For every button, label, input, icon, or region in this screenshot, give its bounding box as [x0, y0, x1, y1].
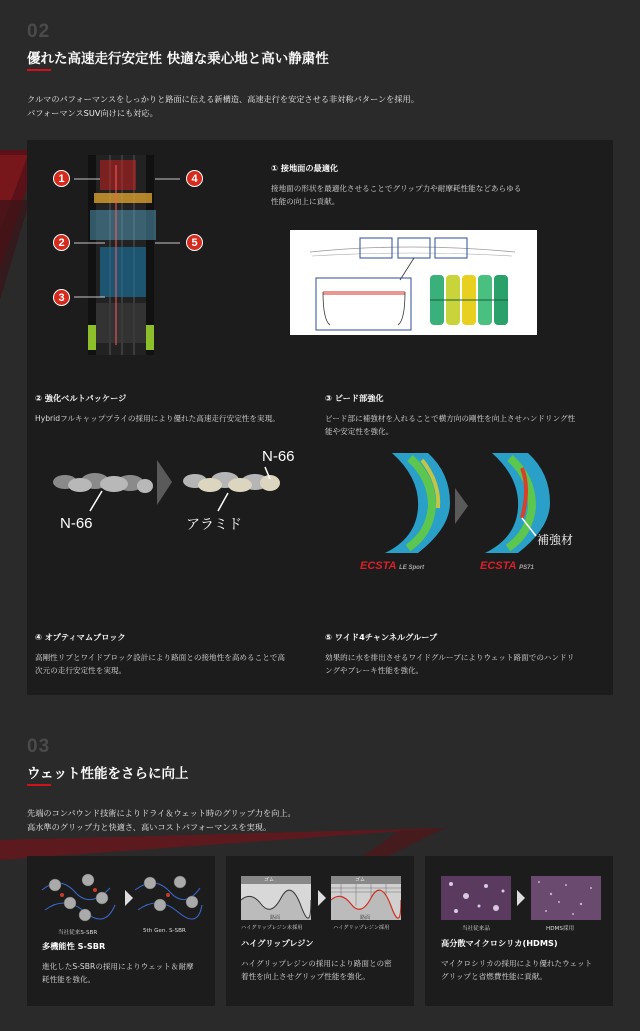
desc-line: ビード部に補強材を入れることで横方向の剛性を向上させハンドリング性	[325, 414, 576, 423]
lead-line: パフォーマンスSUV向けにも対応。	[27, 108, 158, 118]
label-road: 路面	[360, 915, 371, 921]
feature-title: ② 強化ベルトパッケージ	[35, 393, 127, 403]
callout-badge: 2	[53, 234, 70, 251]
section-number: 03	[27, 736, 51, 757]
feature-desc	[325, 651, 574, 677]
brand-sub: LE Sport	[399, 565, 425, 571]
feature-desc	[271, 182, 521, 208]
feature-title: ① 接地面の最適化	[271, 163, 339, 173]
lead-line: 高水準のグリップ力と快適さ、高いコストパフォーマンスを実現。	[27, 822, 272, 832]
card-title: ハイグリップレジン	[241, 938, 314, 948]
brand-logo	[360, 560, 424, 572]
desc-line: 着性を向上させグリップ性能を強化。	[241, 972, 370, 981]
feature-desc	[35, 651, 285, 677]
caption: 当社従来品	[462, 926, 490, 932]
desc-line: 次元の走行安定性を実現。	[35, 666, 127, 675]
tire-tread-illustration	[60, 155, 180, 355]
brand-sub: PS71	[519, 565, 534, 571]
desc-line: 能や安定性を強化。	[325, 427, 394, 436]
desc-line: グリップと省燃費性能に貢献。	[441, 972, 548, 981]
caption: ハイグリップレジン採用	[333, 925, 390, 931]
caption: ハイグリップレジン未採用	[241, 925, 303, 931]
label-gum: ゴム	[355, 877, 366, 883]
section-title: ウェット性能をさらに向上	[27, 766, 189, 782]
silica-micrograph	[441, 876, 601, 922]
callout-badge: 5	[186, 234, 203, 251]
feature-title: ⑤ ワイド4チャンネルグルーブ	[325, 632, 438, 642]
card-title: 多機能性 S-SBR	[42, 941, 106, 951]
desc-line: ングやブレーキ性能を強化。	[325, 666, 424, 675]
label-reinforcement: 補強材	[537, 533, 574, 547]
feature-desc	[325, 412, 575, 438]
footprint-diagram	[290, 230, 537, 335]
desc-line: 進化したS-SBRの採用によりウェット＆耐摩	[42, 962, 194, 971]
label-gum: ゴム	[264, 877, 275, 883]
caption: 5th Gen. S-SBR	[143, 928, 186, 934]
card-desc	[241, 957, 392, 983]
brand-logo	[480, 560, 534, 572]
section-lead	[27, 806, 296, 834]
feature-desc: Hybridフルキャッププライの採用により優れた高速走行安定性を実現。	[35, 414, 280, 423]
section-lead	[27, 92, 419, 120]
callout-badge: 4	[186, 170, 203, 187]
label-aramid: アラミド	[186, 516, 242, 532]
label-n66: N-66	[262, 448, 295, 465]
brand-name: ECSTA	[360, 560, 397, 572]
card-title: 高分散マイクロシリカ(HDMS)	[441, 938, 558, 948]
title-underline	[27, 69, 51, 71]
feature-title: ③ ビード部強化	[325, 393, 384, 403]
section-title: 優れた高速走行安定性 快適な乗心地と高い静粛性	[27, 51, 329, 67]
desc-line: ハイグリップレジンの採用により路面との密	[241, 959, 392, 968]
desc-line: マイクロシリカの採用により優れたウェット	[441, 959, 593, 968]
desc-line: 性能の向上に貢献。	[271, 197, 340, 206]
label-road: 路面	[270, 915, 281, 921]
lead-line: クルマのパフォーマンスをしっかりと路面に伝える新構造、高速走行を安定させる非対称パターンを採用。	[27, 94, 419, 104]
desc-line: 高剛性リブとワイドブロック設計により路面との接地性を高めることで高	[35, 653, 285, 662]
desc-line: 接地面の形状を最適化させることでグリップ力や耐摩耗性能などあらゆる	[271, 184, 522, 193]
card-desc	[42, 960, 194, 986]
lead-line: 先端のコンパウンド技術によりドライ＆ウェット時のグリップ力を向上。	[27, 808, 296, 818]
callout-badge: 1	[53, 170, 70, 187]
callout-badge: 3	[53, 289, 70, 306]
s-sbr-illustration	[40, 870, 204, 925]
caption: HDMS採用	[546, 926, 575, 932]
feature-title: ④ オプティマムブロック	[35, 632, 126, 642]
caption: 当社従来S-SBR	[58, 930, 98, 936]
card-desc	[441, 957, 592, 983]
brand-name: ECSTA	[480, 560, 517, 572]
desc-line: 効果的に水を排出させるワイドグルーブによりウェット路面でのハンドリ	[325, 653, 575, 662]
desc-line: 耗性能を強化。	[42, 975, 96, 984]
label-n66: N-66	[60, 515, 93, 532]
title-underline	[27, 784, 51, 786]
section-number: 02	[27, 21, 51, 42]
